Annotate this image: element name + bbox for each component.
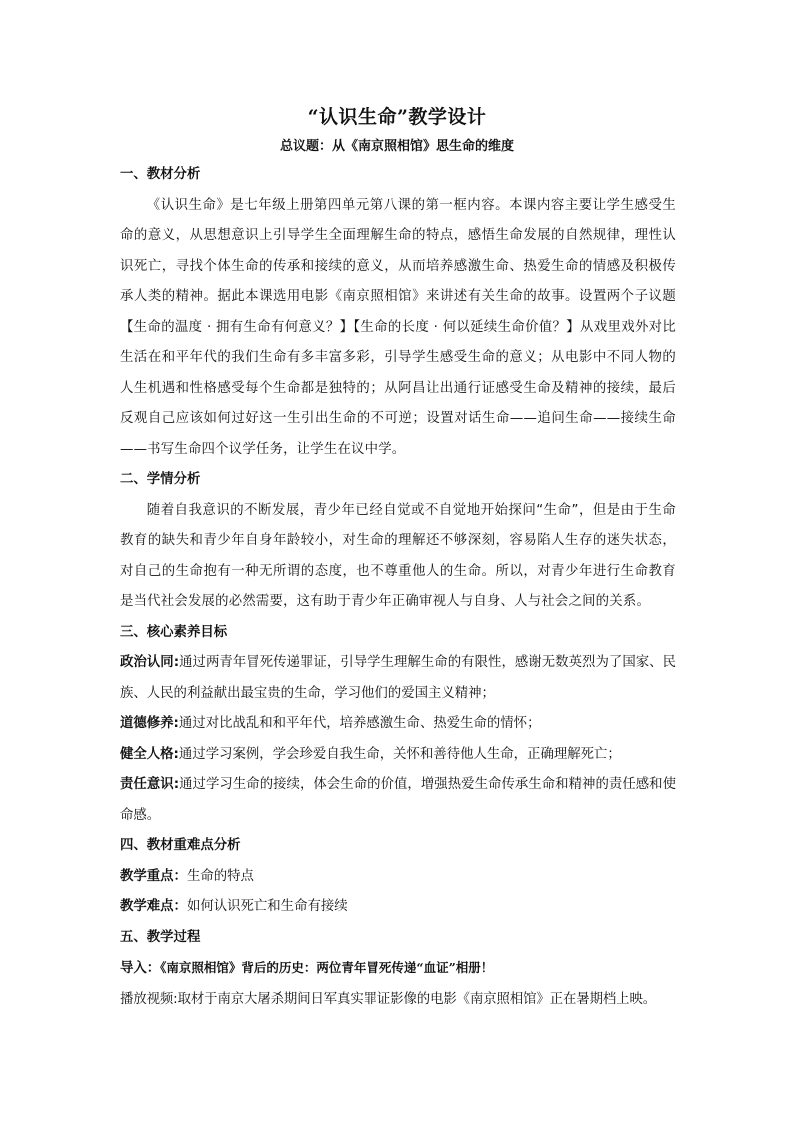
teaching-key-point [120, 862, 676, 893]
teaching-difficulty [120, 892, 676, 923]
goal-text: 通过学习案例，学会珍爱自我生命，关怀和善待他人生命，正确理解死亡； [178, 746, 621, 762]
section-heading-key-difficulties: 四、教材重难点分析 [120, 838, 241, 853]
goal-label: 政治认同: [120, 655, 180, 670]
document-subtitle: 总议题：从《南京照相馆》思生命的维度 [279, 139, 514, 154]
textbook-analysis-paragraph: 《认识生命》是七年级上册第四单元第八课的第一框内容。本课内容主要让学生感受生命的意义，从思想意识上引导学生全面理解生命的特点，感悟生命发展的自然规律，理性认识死亡，寻找个体生命的传承和接续的意义，从而培养感激生命、热爱生命的情感及积极传承人类的精神。据此本课选用电影《南京照相馆》来讲述有关生命的故事。设置两个子议题【生命的温度 · 拥有生命有何意义？】【生命的长度 · 何以延续生命价值？】从戏里戏外对比生活在和平年代的我们生命有多丰富多彩，引导学生感受生命的意义；从电影中不同人物的人生机遇和性格感受每个生命都是独特的；从阿昌让出通行证感受生命及精神的接续，最后反观自己应该如何过好这一生引出生命的不可逆；设置对话生命——追问生命——接续生命——书写生命四个议学任务，让学生在议中学。 [120, 197, 676, 457]
video-label: 播放视频: [120, 991, 178, 1007]
section-heading-core-competency: 三、核心素养目标 [120, 624, 228, 640]
goal-label: 健全人格: [120, 746, 179, 762]
section-heading-student-analysis: 二、学情分析 [120, 472, 201, 487]
goal-label: 道德修养: [120, 716, 179, 731]
key-point-text: 生命的特点 [186, 868, 254, 884]
goal-text: 通过对比战乱和和平年代，培养感激生命、热爱生命的情怀； [178, 716, 541, 731]
goal-text: 通过学习生命的接续，体会生命的价值，增强热爱生命传承生命和精神的责任感和使命感。 [120, 777, 676, 823]
goal-political-identity [120, 648, 676, 709]
intro-label: 导入： [120, 961, 161, 976]
goal-text: 通过两青年冒死传递罪证，引导学生理解生命的有限性，感谢无数英烈为了国家、民族、人民的利益献出最宝贵的生命，学习他们的爱国主义精神； [120, 655, 676, 701]
key-point-label: 教学重点： [120, 868, 187, 884]
video-text: 取材于南京大屠杀期间日军真实罪证影像的电影《南京照相馆》正在暑期档上映。 [177, 991, 657, 1007]
document-title: “认识生命”教学设计 [307, 106, 487, 128]
lesson-intro [120, 953, 676, 985]
section-heading-textbook-analysis: 一、教材分析 [120, 167, 201, 182]
goal-label: 责任意识: [120, 777, 180, 792]
document-body [120, 160, 676, 1015]
section-heading-teaching-process: 五、教学过程 [120, 929, 201, 945]
goal-moral-cultivation [120, 709, 676, 740]
goal-sound-personality [120, 740, 676, 771]
video-instruction [120, 985, 676, 1016]
student-analysis-paragraph: 随着自我意识的不断发展，青少年已经自觉或不自觉地开始探问“生命”，但是由于生命教育的缺失和青少年自身年龄较小，对生命的理解还不够深刻，容易陷人生存的迷失状态，对自己的生命抱有一种无所谓的态度，也不尊重他人的生命。所以，对青少年进行生命教育是当代社会发展的必然需要，这有助于青少年正确审视人与自身、人与社会之间的关系。 [120, 502, 676, 609]
difficulty-text: 如何认识死亡和生命有接续 [186, 899, 348, 914]
goal-responsibility [120, 770, 676, 831]
difficulty-label: 教学难点： [120, 899, 187, 914]
intro-text: 《南京照相馆》背后的历史：两位青年冒死传递“血证”相册！ [160, 960, 494, 975]
